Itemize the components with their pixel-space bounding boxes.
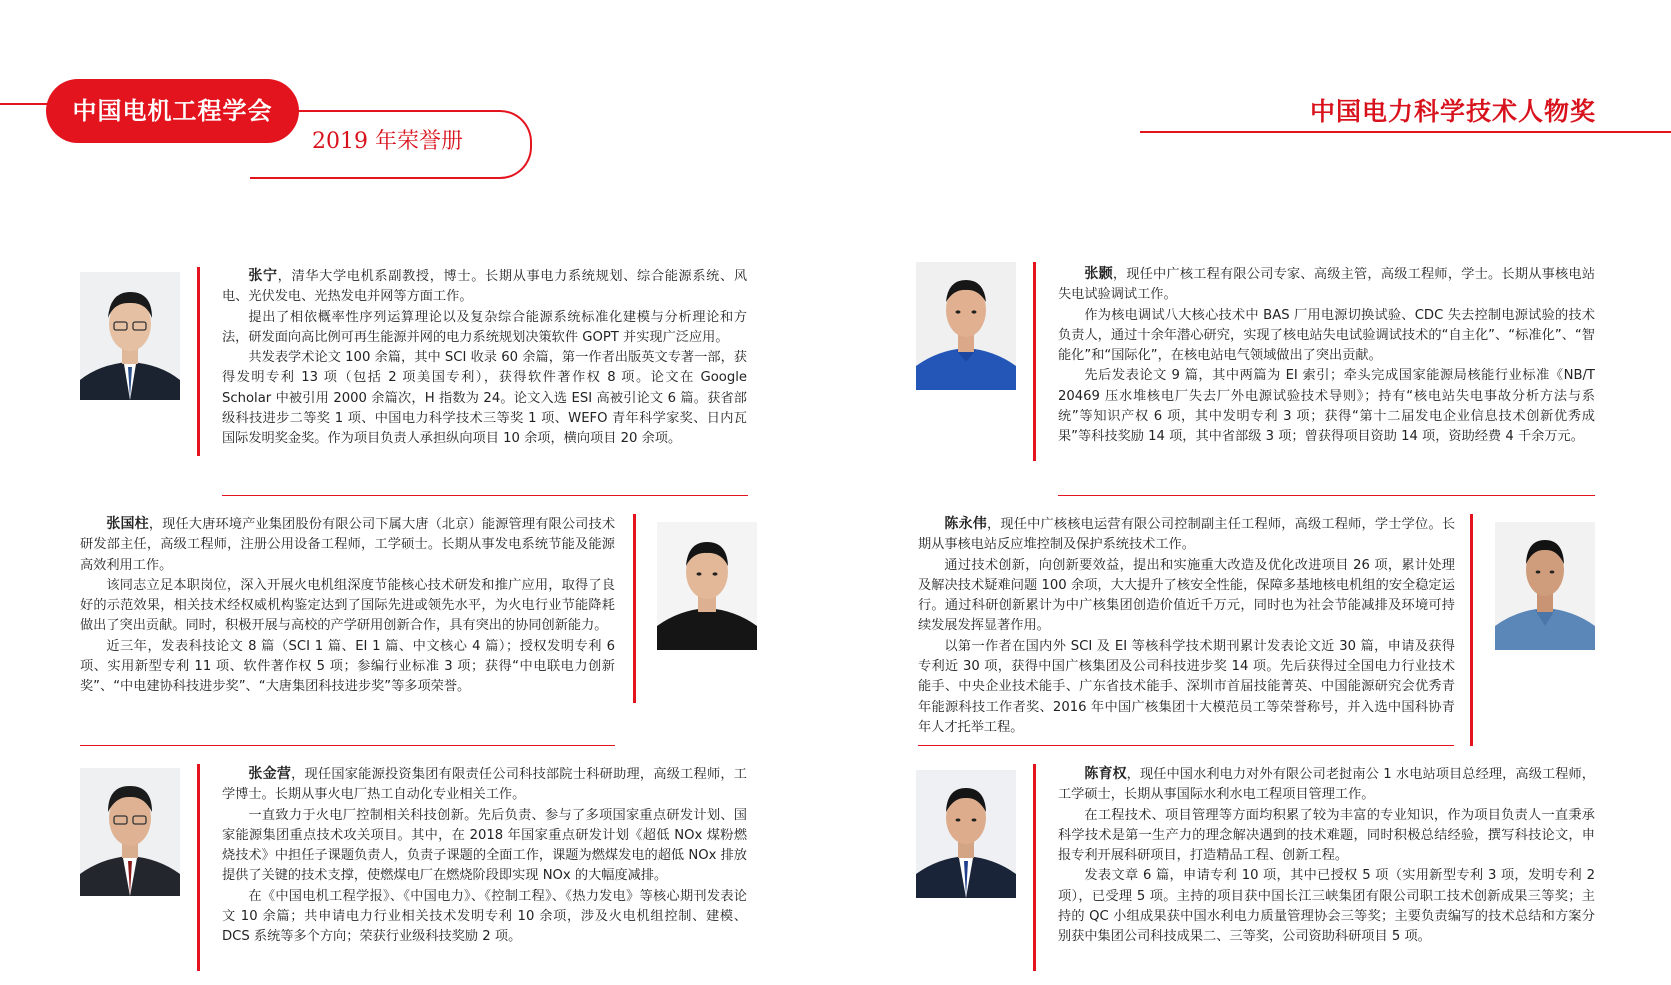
divider-bar [1033, 764, 1036, 971]
person-name: 张国柱 [106, 516, 149, 532]
bio-zhang-hao [1058, 264, 1595, 448]
bio-paragraph: 提出了相依概率性序列运算理论以及复杂综合能源系统标准化建模与分析理论和方法，研发面向高比例可再生能源并网的电力系统规划决策软件 GOPT 并实现广泛应用。 [222, 309, 747, 345]
bio-paragraph: 发表文章 6 篇，申请专利 10 项，其中已授权 5 项（实用新型专利 3 项，发明专利 2 项），已受理 5 项。主持的项目获中国长江三峡集团有限公司职工技术创新成果三等奖；主持的 QC 小组成果获中国水利电力质量管理协会三等奖；主要负责编写的技术总结和方案分别获中集团公司科技成果二、三等奖，公司资助科研项目 5 项。 [1058, 868, 1595, 945]
divider-bar [197, 267, 200, 456]
separator [918, 745, 1454, 746]
portrait-chen-yongwei [1495, 522, 1595, 650]
bio-paragraph: 该同志立足本职岗位，深入开展火电机组深度节能核心技术研发和推广应用，取得了良好的示范效果，相关技术经权威机构鉴定达到了国际先进或领先水平，为火电行业节能降耗做出了突出贡献。同时，积极开展与高校的产学研用创新合作，具有突出的协同创新能力。 [80, 577, 615, 634]
person-intro: ，清华大学电机系副教授，博士。长期从事电力系统规划、综合能源系统、风电、光伏发电、光热发电并网等方面工作。 [222, 269, 748, 305]
bio-zhang-jinying [222, 764, 747, 948]
divider-bar [197, 764, 200, 971]
yearbook-label: 2019 年荣誉册 [312, 129, 463, 154]
separator [222, 495, 748, 496]
bio-zhang-ning [222, 266, 747, 450]
divider-bar [1033, 262, 1036, 461]
person-name: 陈育权 [1084, 766, 1127, 782]
person-name: 张颢 [1084, 266, 1113, 282]
portrait-zhang-jinying [80, 768, 180, 896]
bio-paragraph: 通过技术创新，向创新要效益，提出和实施重大改造及优化改进项目 26 项，累计处理及解决技术疑难问题 100 余项，大大提升了核安全性能，保障多基地核电机组的安全稳定运行。通过科研创新累计为中广核集团创造价值近千万元，同时也为社会节能减排及环境可持续发展发挥显著作用。 [918, 557, 1455, 634]
separator [80, 745, 615, 746]
person-name: 陈永伟 [944, 516, 987, 532]
portrait-zhang-ning [80, 272, 180, 400]
bio-paragraph: 在《中国电机工程学报》、《中国电力》、《控制工程》、《热力发电》等核心期刊发表论文 10 余篇；共申请电力行业相关技术发明专利 10 余项，涉及火电机组控制、建模、DCS 系统等多个方向；荣获行业级科技奖励 2 项。 [222, 888, 747, 945]
person-name: 张金营 [248, 766, 292, 782]
award-title: 中国电力科学技术人物奖 [1309, 97, 1596, 126]
bio-paragraph: 一直致力于火电厂控制相关科技创新。先后负责、参与了多项国家重点研发计划、国家能源集团重点技术攻关项目。其中，在 2018 年国家重点研发计划《超低 NOx 煤粉燃烧技术》中担任子课题负责人，负责子课题的全面工作，课题为燃煤发电的超低 NOx 排放提供了关键的技术支撑，使燃煤电厂在燃烧阶段即实现 NOx 的大幅度减排。 [222, 807, 748, 884]
person-intro: ，现任中广核核电运营有限公司控制副主任工程师，高级工程师，学士学位。长期从事核电站反应堆控制及保护系统技术工作。 [918, 517, 1456, 553]
person-intro: ，现任中广核工程有限公司专家、高级主管，高级工程师，学士。长期从事核电站失电试验调试工作。 [1058, 267, 1596, 303]
bio-chen-yongwei [918, 514, 1455, 738]
bio-paragraph: 以第一作者在国内外 SCI 及 EI 等核科学技术期刊累计发表论文近 30 篇，申请及获得专利近 30 项，获得中国广核集团及公司科技进步奖 14 项。先后获得过全国电力行业技术能手、中央企业技术能手、广东省技术能手、深圳市首届技能菁英、中国能源研究会优秀青年能源科技工作者奖、2016 年中国广核集团十大模范员工等荣誉称号，并入选中国科协青年人才托举工程。 [918, 638, 1455, 735]
person-intro: ，现任中国水利电力对外有限公司老挝南公 1 水电站项目总经理，高级工程师，工学硕士，长期从事国际水利水电工程项目管理工作。 [1058, 767, 1595, 803]
portrait-zhang-guozhu [657, 522, 757, 650]
bio-chen-yuquan [1058, 764, 1595, 948]
bio-paragraph: 共发表学术论文 100 余篇，其中 SCI 收录 60 余篇，第一作者出版英文专著一部，获得发明专利 13 项（包括 2 项美国专利），获得软件著作权 8 项。论文在 Google Scholar 中被引用 2000 余篇次，H 指数为 24。论文入选 ESI 高被引论文 6 篇。获省部级科技进步二等奖 1 项、中国电力科学技术三等奖 1 项、WEFO 青年科学家奖、日内瓦国际发明奖金奖。作为项目负责人承担纵向项目 10 余项，横向项目 20 余项。 [222, 350, 747, 447]
person-intro: ，现任国家能源投资集团有限责任公司科技部院士科研助理，高级工程师，工学博士。长期从事火电厂热工自动化专业相关工作。 [222, 767, 747, 803]
person-intro: ，现任大唐环境产业集团股份有限公司下属大唐（北京）能源管理有限公司技术研发部主任，高级工程师，注册公用设备工程师，工学硕士。长期从事发电系统节能及能源高效利用工作。 [80, 517, 616, 573]
bio-paragraph: 近三年，发表科技论文 8 篇（SCI 1 篇、EI 1 篇、中文核心 4 篇）；授权发明专利 6 项、实用新型专利 11 项、软件著作权 5 项；参编行业标准 3 项；获得“中电联电力创新奖”、“中电建协科技进步奖”、“大唐集团科技进步奖”等多项荣誉。 [80, 638, 615, 695]
bio-paragraph: 在工程技术、项目管理等方面均积累了较为丰富的专业知识，作为项目负责人一直秉承科学技术是第一生产力的理念解决遇到的技术难题，同时积极总结经验，撰写科技论文，申报专利开展科研项目，打造精品工程、创新工程。 [1058, 807, 1595, 864]
bio-paragraph: 先后发表论文 9 篇，其中两篇为 EI 索引；牵头完成国家能源局核能行业标准《NB/T 20469 压水堆核电厂失去厂外电源试验技术导则》；持有“核电站失电事故分析方法与系统”等知识产权 6 项，其中发明专利 3 项；获得“第十二届发电企业信息技术创新优秀成果”等科技奖励 14 项，其中省部级 3 项；曾获得项目资助 14 项，资助经费 4 千余万元。 [1058, 368, 1595, 445]
separator [1058, 495, 1595, 496]
bio-zhang-guozhu [80, 514, 615, 698]
society-badge: 中国电机工程学会 [46, 79, 299, 143]
person-name: 张宁 [248, 268, 278, 284]
portrait-zhang-hao [916, 262, 1016, 390]
header-rule-right [1140, 131, 1671, 133]
portrait-chen-yuquan [916, 770, 1016, 898]
divider-bar [1470, 514, 1473, 746]
bio-paragraph: 作为核电调试八大核心技术中 BAS 厂用电源切换试验、CDC 失去控制电源试验的技术负责人，通过十余年潜心研究，实现了核电站失电试验调试技术的“自主化”、“标准化”、“智能化”和“国际化”，在核电站电气领域做出了突出贡献。 [1058, 307, 1595, 364]
divider-bar [633, 514, 636, 703]
